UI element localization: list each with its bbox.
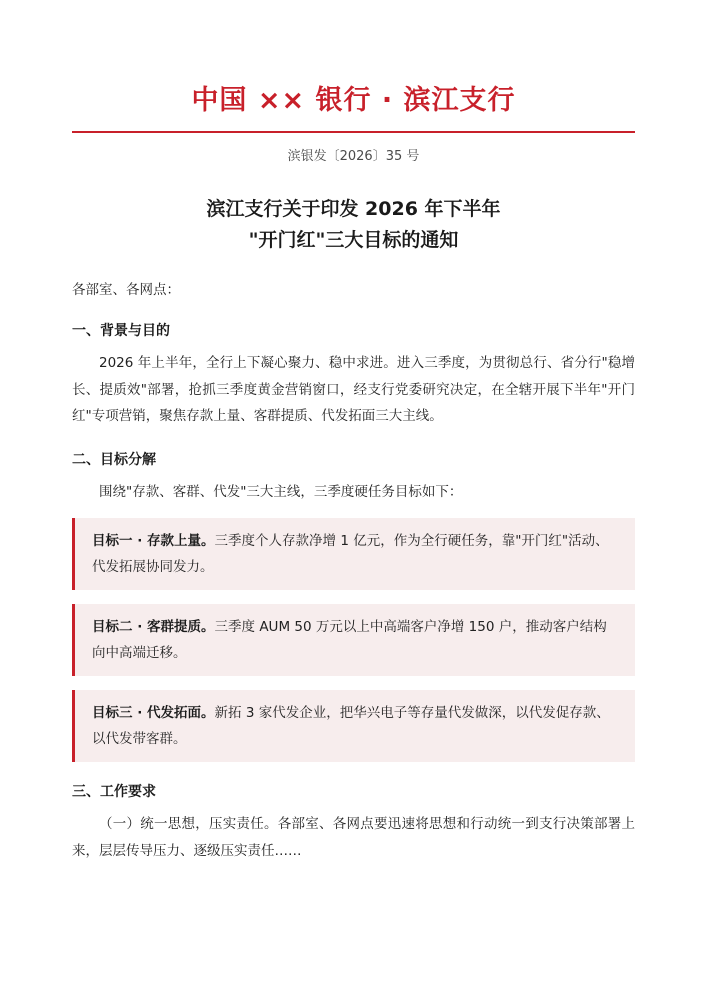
target-box-2 (72, 604, 635, 676)
target-box-3 (72, 690, 635, 762)
target-1-text: 三季度个人存款净增 1 亿元，作为全行硬任务，靠"开门红"活动、代发拓展协同发力。 (92, 533, 609, 575)
section-heading-requirements: 三、工作要求 (72, 784, 156, 800)
title-line-2: "开门红"三大目标的通知 (248, 229, 459, 251)
title-line-1: 滨江支行关于印发 2026 年下半年 (206, 198, 501, 220)
section-paragraph-background: 2026 年上半年，全行上下凝心聚力、稳中求进。进入三季度，为贯彻总行、省分行"稳增长、提质效"部署，抢抓三季度黄金营销窗口，经支行党委研究决定，在全辖开展下半年"开门红"专项营销，聚焦存款上量、客群提质、代发拓面三大主线。 (72, 355, 635, 424)
document-page (72, 0, 635, 864)
section-heading-background: 一、背景与目的 (72, 323, 170, 339)
document-number: 滨银发〔2026〕35 号 (287, 149, 420, 164)
target-2-text: 三季度 AUM 50 万元以上中高端客户净增 150 户，推动客户结构向中高端迁移。 (92, 619, 607, 661)
target-box-1 (72, 518, 635, 590)
target-2-lead: 目标二 · 客群提质。 (92, 619, 215, 635)
document-title (72, 194, 635, 256)
section-paragraph-requirements: （一）统一思想，压实责任。各部室、各网点要迅速将思想和行动统一到支行决策部署上来，层层传导压力、逐级压实责任…… (72, 816, 635, 859)
target-1-lead: 目标一 · 存款上量。 (92, 533, 215, 549)
salutation: 各部室、各网点： (72, 282, 180, 298)
masthead: 中国 ×× 银行 · 滨江支行 (191, 85, 516, 116)
section-paragraph-targets: 围绕"存款、客群、代发"三大主线，三季度硬任务目标如下： (99, 483, 463, 500)
section-heading-targets: 二、目标分解 (72, 451, 156, 468)
target-3-lead: 目标三 · 代发拓面。 (92, 705, 215, 721)
target-3-text: 新拓 3 家代发企业，把华兴电子等存量代发做深，以代发促存款、以代发带客群。 (92, 705, 610, 747)
red-rule-divider (72, 131, 635, 133)
